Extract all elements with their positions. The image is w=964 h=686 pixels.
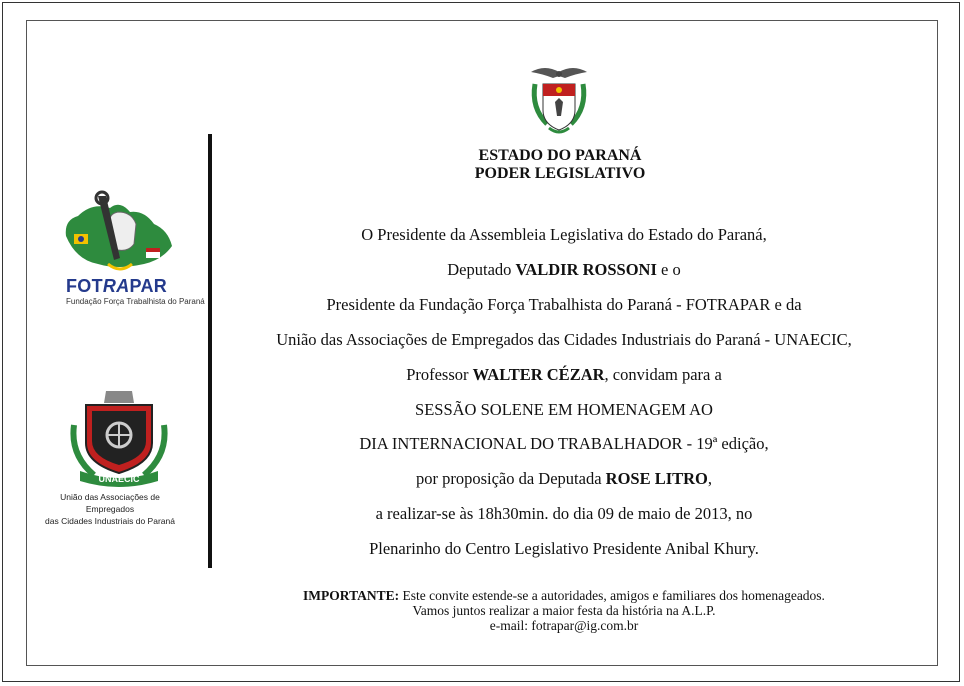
parana-coat-of-arms-icon xyxy=(525,62,593,138)
invitation-line-4: União das Associações de Empregados das Cidades Industriais do Paraná - UNAECIC, xyxy=(276,330,852,349)
unaecic-line-1: União das Associações de Empregados xyxy=(60,492,160,514)
svg-text:UNAECIC: UNAECIC xyxy=(98,474,140,484)
invitation-line-3: Presidente da Fundação Força Trabalhista do Paraná - FOTRAPAR e da xyxy=(326,295,802,314)
line8-name: ROSE LITRO xyxy=(605,469,708,488)
fotrapar-mid: RA xyxy=(102,276,130,296)
line8-post: , xyxy=(707,469,713,488)
fotrapar-pre: FOT xyxy=(66,276,103,296)
line2-pre: Deputado xyxy=(447,260,516,279)
invitation-line-8 xyxy=(214,469,914,489)
note-line-1 xyxy=(214,588,914,603)
invitation-line-10: Plenarinho do Centro Legislativo Presidente Anibal Khury. xyxy=(369,539,759,558)
note-label: IMPORTANTE: xyxy=(303,588,400,603)
invitation-line-9: a realizar-se às 18h30min. do dia 09 de maio de 2013, no xyxy=(375,504,753,523)
fotrapar-post: PAR xyxy=(129,276,168,296)
unaecic-logo-icon xyxy=(64,385,174,490)
line2-name: VALDIR ROSSONI xyxy=(515,260,657,279)
note-text: Este convite estende-se a autoridades, amigos e familiares dos homenageados. xyxy=(399,588,825,603)
vertical-divider xyxy=(208,134,212,568)
important-note xyxy=(214,588,914,633)
fotrapar-subtitle: Fundação Força Trabalhista do Paraná xyxy=(66,297,205,306)
line8-pre: por proposição da Deputada xyxy=(415,469,606,488)
line5-name: WALTER CÉZAR xyxy=(472,365,605,384)
invitation-line-5 xyxy=(214,365,914,385)
unaecic-line-2: das Cidades Industriais do Paraná xyxy=(45,516,175,526)
invitation-line-1: O Presidente da Assembleia Legislativa do Estado do Paraná, xyxy=(361,225,767,244)
unaecic-subtitle xyxy=(40,491,180,527)
invitation-line-2 xyxy=(214,260,914,280)
invitation-line-7: DIA INTERNACIONAL DO TRABALHADOR - 19ª edição, xyxy=(359,434,769,453)
document-header xyxy=(360,147,760,183)
line5-pre: Professor xyxy=(406,365,473,384)
header-state: ESTADO DO PARANÁ xyxy=(478,147,642,164)
note-line-2: Vamos juntos realizar a maior festa da história na A.L.P. xyxy=(412,603,716,618)
line5-post: , convidam para a xyxy=(604,365,722,384)
fotrapar-name xyxy=(66,276,167,297)
line2-post: e o xyxy=(656,260,681,279)
invitation-line-6: SESSÃO SOLENE EM HOMENAGEM AO xyxy=(415,400,713,419)
note-email: e-mail: fotrapar@ig.com.br xyxy=(489,618,639,633)
header-legislative: PODER LEGISLATIVO xyxy=(474,165,646,182)
